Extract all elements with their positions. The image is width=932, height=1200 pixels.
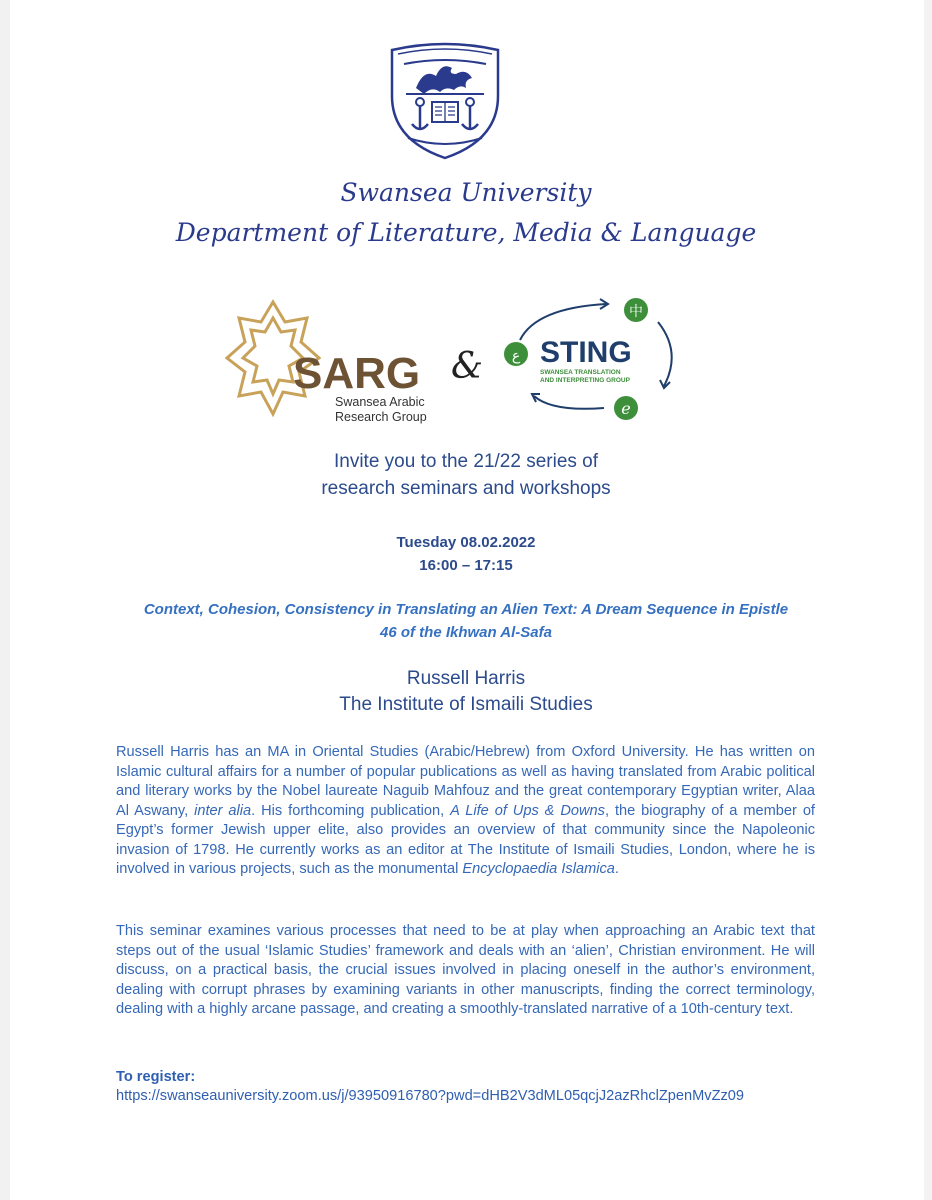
swansea-crest-logo [386, 38, 504, 160]
bio-part-3: , the biography of a member of Egypt’s former Jewish upper elite, also provides an overview of that community since the Napoleonic invasion of 1798. He currently works as an editor at The Institute of Ismaili Studies, London, where he is involved in various projects, such as the monumental [116, 802, 815, 877]
event-time: 16:00 – 17:15 [419, 557, 513, 574]
sarg-line1: Swansea Arabic [335, 395, 425, 409]
register-link[interactable]: https://swanseauniversity.zoom.us/j/93950916780?pwd=dHB2V3dML05qcjJ2azRhclZpenMvZz09 [116, 1088, 745, 1104]
bio-italic-3: Encyclopaedia Islamica [462, 861, 615, 877]
sting-logo [496, 296, 686, 424]
seminar-title [0, 598, 932, 644]
sting-acronym: STING [540, 336, 632, 369]
invite-line-2: research seminars and workshops [321, 478, 611, 499]
speaker-name: Russell Harris [406, 668, 526, 689]
event-date: Tuesday 08.02.2022 [396, 534, 536, 551]
department-name: Department of Literature, Media & Language [175, 218, 757, 247]
speaker-bio [116, 743, 815, 880]
bio-part-1: Russell Harris has an MA in Oriental Studies (Arabic/Hebrew) from Oxford University. He has written on Islamic cultural affairs for a number of popular publications as well as having translated from Arabic political and literary works by the Nobel laureate Naguib Mahfouz and the great contemporary Egyptian writer, Alaa Al Aswany, [116, 744, 815, 819]
svg-text:ع: ع [511, 348, 521, 364]
sarg-logo [225, 298, 435, 430]
register-label: To register: [116, 1069, 196, 1085]
speaker-block [0, 666, 932, 718]
ampersand: & [451, 346, 484, 387]
sarg-line2: Research Group [335, 410, 427, 424]
event-datetime [0, 531, 932, 577]
seminar-title-line-1: Context, Cohesion, Consistency in Translating an Alien Text: A Dream Sequence in Epistle [143, 601, 789, 618]
svg-text:中: 中 [629, 304, 643, 320]
invite-line-1: Invite you to the 21/22 series of [333, 451, 599, 472]
sting-line2: AND INTERPRETING GROUP [540, 377, 630, 384]
sarg-acronym: SARG [293, 349, 421, 398]
university-name: Swansea University [340, 178, 592, 207]
bio-italic-1: inter alia [194, 802, 252, 819]
seminar-abstract: This seminar examines various processes that need to be at play when approaching an Arabic text that steps out of the usual ‘Islamic Studies’ framework and deals with an ‘alien’, Christian environment. He will discuss, on a practical basis, the crucial issues involved in placing oneself in the author’s environment, dealing with corrupt phrases by examining variants in other manuscripts, finding the correct terminology, dealing with a highly arcane passage, and creating a smoothly-translated narrative of a 10th-century text. [116, 923, 815, 1017]
invite-text [0, 448, 932, 502]
svg-text:e: e [621, 399, 631, 418]
bio-part-4: . [614, 861, 619, 877]
speaker-affiliation: The Institute of Ismaili Studies [339, 694, 593, 715]
seminar-title-line-2: 46 of the Ikhwan Al-Safa [380, 624, 552, 641]
bio-part-2: . His forthcoming publication, [251, 802, 451, 819]
bio-italic-2: A Life of Ups & Downs [450, 802, 605, 819]
sting-line1: SWANSEA TRANSLATION [540, 369, 621, 376]
